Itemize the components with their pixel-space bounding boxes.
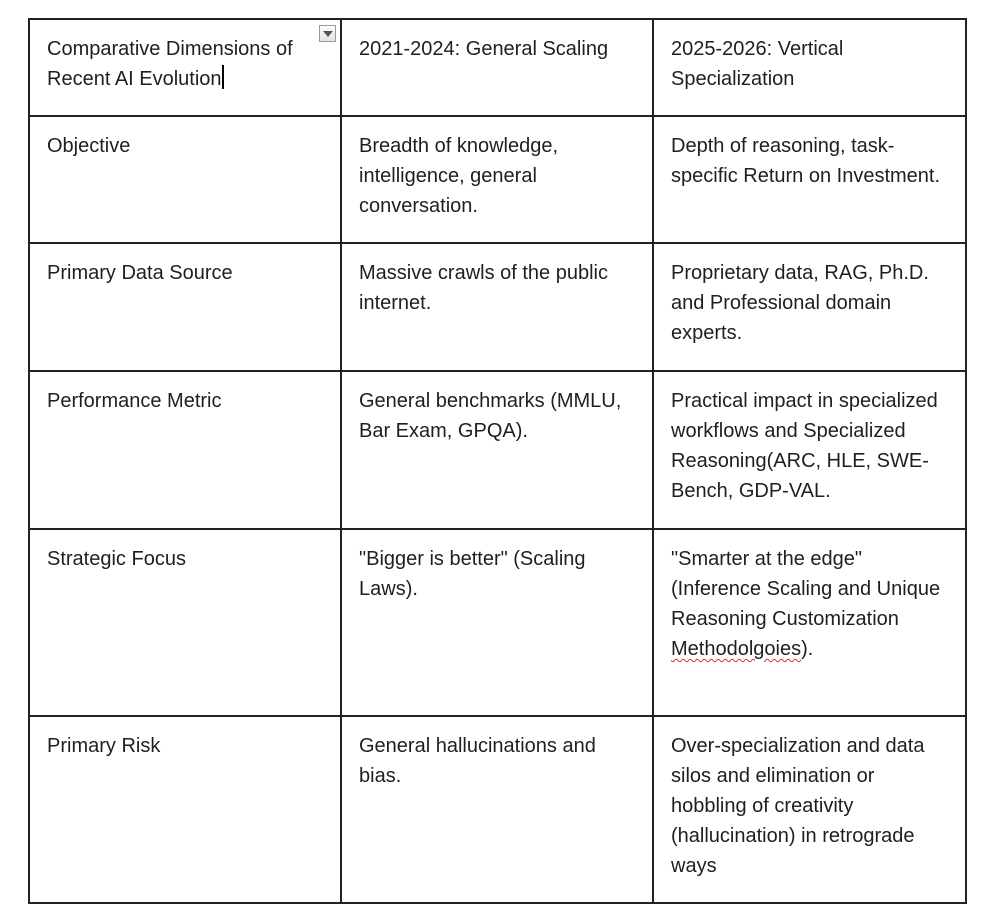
header-cell-general-scaling[interactable] — [341, 19, 653, 116]
cell-dimension[interactable]: Objective — [29, 116, 341, 243]
table-row — [29, 371, 966, 529]
header-dimensions-text: Comparative Dimensions of Recent AI Evolution — [47, 38, 293, 90]
cell-vertical[interactable]: Proprietary data, RAG, Ph.D. and Professional domain experts. — [653, 243, 966, 371]
header-cell-vertical-specialization[interactable] — [653, 19, 966, 116]
cell-vertical[interactable]: Over-specialization and data silos and elimination or hobbling of creativity (hallucination) in retrograde ways — [653, 716, 966, 903]
cell-vertical[interactable]: Practical impact in specialized workflows and Specialized Reasoning(ARC, HLE, SWE-Bench, GDP-VAL. — [653, 371, 966, 529]
text-cursor — [222, 65, 224, 89]
cell-general[interactable]: General benchmarks (MMLU, Bar Exam, GPQA). — [341, 371, 653, 529]
header-general-text: 2021-2024: General Scaling — [359, 38, 609, 60]
cell-general[interactable]: Breadth of knowledge, intelligence, general conversation. — [341, 116, 653, 243]
cell-vertical[interactable]: Depth of reasoning, task-specific Return on Investment. — [653, 116, 966, 243]
table-row — [29, 529, 966, 716]
cell-dimension[interactable]: Strategic Focus — [29, 529, 341, 716]
cell-vertical[interactable] — [653, 529, 966, 716]
cell-vertical-text: "Smarter at the edge" (Inference Scaling and Unique Reasoning Customization — [671, 548, 941, 630]
table-row — [29, 716, 966, 903]
cell-dimension[interactable]: Primary Risk — [29, 716, 341, 903]
cell-general[interactable]: General hallucinations and bias. — [341, 716, 653, 903]
header-vertical-text: 2025-2026: Vertical Specialization — [671, 38, 844, 90]
header-cell-dimensions[interactable] — [29, 19, 341, 116]
comparison-table — [28, 18, 967, 904]
cell-general[interactable]: Massive crawls of the public internet. — [341, 243, 653, 371]
cell-vertical-text-end: ). — [801, 638, 814, 660]
table-row — [29, 116, 966, 243]
cell-general[interactable]: "Bigger is better" (Scaling Laws). — [341, 529, 653, 716]
dropdown-arrow-icon[interactable] — [319, 25, 336, 42]
table-header-row — [29, 19, 966, 116]
spelling-error-word[interactable]: Methodolgoies — [671, 638, 802, 660]
cell-dimension[interactable]: Performance Metric — [29, 371, 341, 529]
table-row — [29, 243, 966, 371]
cell-dimension[interactable]: Primary Data Source — [29, 243, 341, 371]
